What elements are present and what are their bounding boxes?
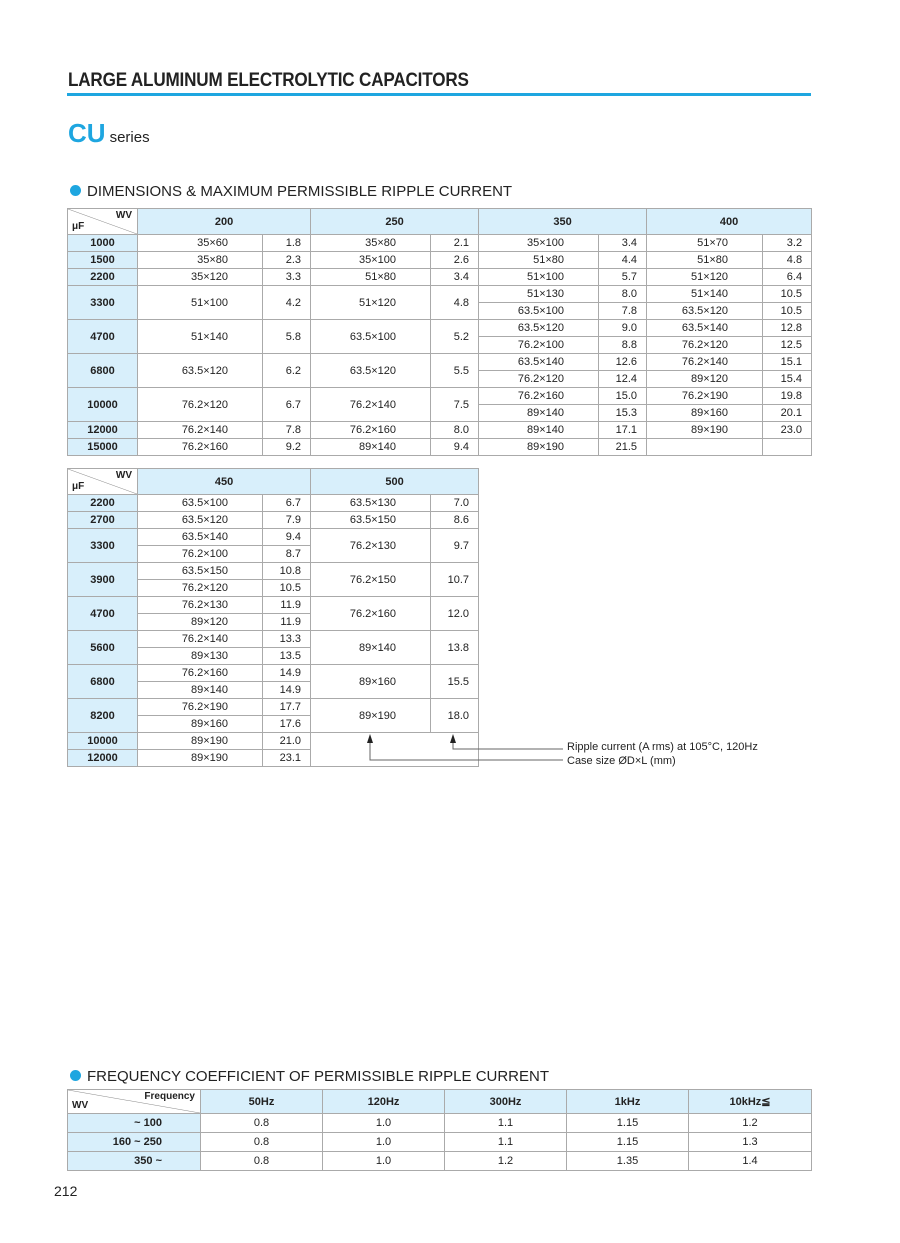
case-size-cell: 89×160 [138,716,263,733]
case-size-cell: 63.5×140 [479,354,599,371]
case-size-cell: 35×100 [311,252,431,269]
case-size-cell: 63.5×130 [311,495,431,512]
voltage-range-cell: 160 ~ 250 [68,1133,201,1152]
case-size-cell: 51×80 [311,269,431,286]
ripple-current-cell: 15.0 [599,388,647,405]
capacitance-cell: 1000 [68,235,138,252]
ripple-current-cell: 17.6 [263,716,311,733]
capacitance-cell: 2700 [68,512,138,529]
case-size-cell: 35×100 [479,235,599,252]
table-row [68,286,812,303]
ripple-current-cell: 10.7 [431,563,479,597]
frequency-coefficient-table [67,1089,812,1171]
voltage-range-cell: ~ 100 [68,1114,201,1133]
bullet-icon [70,1070,81,1081]
coefficient-cell: 1.2 [445,1152,567,1171]
case-size-cell [647,439,763,456]
ripple-current-cell: 15.5 [431,665,479,699]
case-size-cell: 76.2×130 [138,597,263,614]
table-row [68,529,479,546]
ripple-current-cell: 9.7 [431,529,479,563]
table-row [68,733,479,750]
case-size-cell: 63.5×120 [647,303,763,320]
ripple-current-cell: 13.3 [263,631,311,648]
capacitance-cell: 6800 [68,665,138,699]
table-row [68,320,812,337]
table-row [68,665,479,682]
ripple-current-cell [763,439,812,456]
case-size-cell: 89×140 [138,682,263,699]
case-size-cell: 76.2×140 [138,631,263,648]
capacitance-cell: 6800 [68,354,138,388]
case-size-cell: 89×190 [138,750,263,767]
ripple-current-cell: 8.0 [431,422,479,439]
case-size-cell: 51×70 [647,235,763,252]
ripple-current-cell: 17.7 [263,699,311,716]
ripple-current-cell: 8.8 [599,337,647,354]
table-row [68,512,479,529]
dimensions-table-1 [67,208,812,456]
ripple-current-cell: 7.8 [599,303,647,320]
ripple-current-cell: 3.3 [263,269,311,286]
ripple-current-cell: 4.8 [763,252,812,269]
ripple-current-cell: 5.7 [599,269,647,286]
ripple-current-cell: 8.7 [263,546,311,563]
case-size-cell: 76.2×100 [138,546,263,563]
coefficient-cell: 0.8 [201,1114,323,1133]
case-size-cell: 76.2×140 [647,354,763,371]
capacitance-label: μF [72,221,85,232]
ripple-current-cell: 13.8 [431,631,479,665]
coefficient-cell: 0.8 [201,1152,323,1171]
ripple-current-cell: 14.9 [263,682,311,699]
ripple-current-cell: 4.2 [263,286,311,320]
header-row [68,469,479,495]
ripple-current-cell: 11.9 [263,597,311,614]
case-size-cell: 63.5×120 [311,354,431,388]
ripple-current-cell: 2.1 [431,235,479,252]
ripple-current-cell: 9.0 [599,320,647,337]
ripple-current-cell: 8.6 [431,512,479,529]
capacitance-cell: 4700 [68,597,138,631]
case-size-cell: 89×140 [479,422,599,439]
case-size-cell: 76.2×160 [311,597,431,631]
case-size-cell: 89×140 [479,405,599,422]
table-row [68,422,812,439]
case-size-cell: 89×120 [647,371,763,388]
series-code: CU [68,118,106,148]
table-corner-header [68,469,138,495]
case-size-cell: 63.5×140 [647,320,763,337]
dimensions-table-2 [67,468,479,767]
ripple-current-cell: 10.5 [763,303,812,320]
page-title: LARGE ALUMINUM ELECTROLYTIC CAPACITORS [68,70,469,91]
header-row [68,1090,812,1114]
ripple-current-cell: 12.8 [763,320,812,337]
ripple-current-cell: 5.8 [263,320,311,354]
ripple-current-cell: 18.0 [431,699,479,733]
coefficient-cell: 1.15 [567,1133,689,1152]
case-size-cell: 89×120 [138,614,263,631]
ripple-current-cell: 15.3 [599,405,647,422]
ripple-current-cell: 3.4 [431,269,479,286]
table-row [68,252,812,269]
case-size-cell: 51×140 [138,320,263,354]
case-size-cell: 76.2×190 [138,699,263,716]
table-row [68,1133,812,1152]
coefficient-cell: 1.0 [323,1114,445,1133]
case-size-cell: 76.2×100 [479,337,599,354]
ripple-current-cell: 20.1 [763,405,812,422]
ripple-current-cell: 3.2 [763,235,812,252]
series-word: series [109,129,150,146]
ripple-current-cell: 17.1 [599,422,647,439]
table-corner-header [68,209,138,235]
section-dimensions-heading [70,183,512,200]
ripple-current-cell: 14.9 [263,665,311,682]
case-size-cell: 76.2×160 [479,388,599,405]
ripple-current-cell: 5.2 [431,320,479,354]
coefficient-cell: 1.15 [567,1114,689,1133]
case-size-cell: 89×190 [138,733,263,750]
case-size-cell: 89×190 [311,699,431,733]
case-size-cell: 63.5×100 [479,303,599,320]
ripple-current-cell: 4.8 [431,286,479,320]
table-row [68,495,479,512]
table-row [68,1114,812,1133]
title-rule [67,93,811,96]
wv-label: WV [72,1100,89,1111]
case-size-cell: 76.2×120 [138,580,263,597]
ripple-current-cell: 7.5 [431,388,479,422]
capacitance-cell: 8200 [68,699,138,733]
case-size-cell: 51×80 [479,252,599,269]
section-title: FREQUENCY COEFFICIENT OF PERMISSIBLE RIPPLE CURRENT [87,1068,550,1085]
table-row [68,563,479,580]
frequency-header: 1kHz [567,1090,689,1114]
case-size-cell: 35×60 [138,235,263,252]
ripple-current-cell: 6.7 [263,388,311,422]
case-size-cell: 51×140 [647,286,763,303]
case-size-cell: 51×80 [647,252,763,269]
case-size-cell: 63.5×100 [311,320,431,354]
frequency-header: 120Hz [323,1090,445,1114]
case-size-cell: 63.5×140 [138,529,263,546]
table-row [68,439,812,456]
ripple-current-cell: 23.0 [763,422,812,439]
ripple-current-cell: 9.2 [263,439,311,456]
ripple-current-cell: 11.9 [263,614,311,631]
ripple-current-cell: 8.0 [599,286,647,303]
ripple-current-cell: 7.9 [263,512,311,529]
table-row [68,1152,812,1171]
voltage-range-cell: 350 ~ [68,1152,201,1171]
capacitance-cell: 2200 [68,269,138,286]
voltage-header: 250 [311,209,479,235]
capacitance-cell: 3900 [68,563,138,597]
coefficient-cell: 0.8 [201,1133,323,1152]
ripple-current-cell: 1.8 [263,235,311,252]
ripple-current-cell: 3.4 [599,235,647,252]
voltage-header: 400 [647,209,812,235]
coefficient-cell: 1.3 [689,1133,812,1152]
ripple-current-cell: 10.8 [263,563,311,580]
table-row [68,388,812,405]
case-size-cell: 89×160 [647,405,763,422]
case-size-cell: 63.5×150 [138,563,263,580]
coefficient-cell: 1.1 [445,1114,567,1133]
ripple-current-cell: 6.2 [263,354,311,388]
ripple-current-cell: 21.0 [263,733,311,750]
case-size-cell: 35×80 [311,235,431,252]
case-size-cell: 51×120 [311,286,431,320]
table-row [68,354,812,371]
frequency-header: 300Hz [445,1090,567,1114]
ripple-current-cell: 15.1 [763,354,812,371]
ripple-current-cell: 12.4 [599,371,647,388]
wv-label: WV [115,470,132,481]
capacitance-cell: 3300 [68,529,138,563]
case-size-cell: 89×130 [138,648,263,665]
coefficient-cell: 1.35 [567,1152,689,1171]
ripple-current-cell: 13.5 [263,648,311,665]
case-size-cell: 76.2×140 [138,422,263,439]
bullet-icon [70,185,81,196]
ripple-current-cell: 4.4 [599,252,647,269]
case-size-cell: 76.2×150 [311,563,431,597]
capacitance-cell: 5600 [68,631,138,665]
ripple-current-cell: 2.6 [431,252,479,269]
ripple-current-cell: 21.5 [599,439,647,456]
case-size-cell: 35×120 [138,269,263,286]
voltage-header: 350 [479,209,647,235]
page-number: 212 [54,1183,78,1199]
frequency-label: Frequency [144,1091,195,1102]
ripple-current-cell: 6.7 [263,495,311,512]
section-title: DIMENSIONS & MAXIMUM PERMISSIBLE RIPPLE CURRENT [87,183,513,200]
table-corner-header [68,1090,201,1114]
case-size-cell: 76.2×120 [479,371,599,388]
ripple-current-cell: 5.5 [431,354,479,388]
capacitance-cell: 1500 [68,252,138,269]
ripple-current-cell: 9.4 [263,529,311,546]
series-heading [68,118,150,149]
legend-case-size: Case size ØD×L (mm) [567,755,676,767]
ripple-current-cell: 12.0 [431,597,479,631]
ripple-current-cell: 7.0 [431,495,479,512]
case-size-cell: 76.2×160 [311,422,431,439]
case-size-cell: 76.2×160 [138,665,263,682]
table-row [68,597,479,614]
capacitance-cell: 12000 [68,422,138,439]
capacitance-label: μF [72,481,85,492]
coefficient-cell: 1.0 [323,1133,445,1152]
capacitance-cell: 10000 [68,388,138,422]
capacitance-cell: 12000 [68,750,138,767]
table-row [68,699,479,716]
section-frequency-heading [70,1068,549,1085]
wv-label: WV [115,210,132,221]
case-size-cell: 76.2×120 [138,388,263,422]
table-row [68,269,812,286]
ripple-current-cell: 19.8 [763,388,812,405]
capacitance-cell: 2200 [68,495,138,512]
capacitance-cell: 15000 [68,439,138,456]
case-size-cell: 63.5×120 [479,320,599,337]
ripple-current-cell: 9.4 [431,439,479,456]
header-row [68,209,812,235]
voltage-header: 500 [311,469,479,495]
ripple-current-cell: 12.6 [599,354,647,371]
case-size-cell: 89×190 [647,422,763,439]
coefficient-cell: 1.4 [689,1152,812,1171]
case-size-cell: 76.2×140 [311,388,431,422]
ripple-current-cell: 6.4 [763,269,812,286]
table-row [68,235,812,252]
case-size-cell: 76.2×130 [311,529,431,563]
case-size-cell: 51×100 [479,269,599,286]
legend-pointer-cell [311,733,479,767]
case-size-cell: 51×100 [138,286,263,320]
case-size-cell: 76.2×120 [647,337,763,354]
ripple-current-cell: 7.8 [263,422,311,439]
case-size-cell: 89×140 [311,439,431,456]
case-size-cell: 51×120 [647,269,763,286]
ripple-current-cell: 15.4 [763,371,812,388]
case-size-cell: 63.5×120 [138,512,263,529]
coefficient-cell: 1.0 [323,1152,445,1171]
case-size-cell: 89×190 [479,439,599,456]
case-size-cell: 35×80 [138,252,263,269]
ripple-current-cell: 10.5 [763,286,812,303]
capacitance-cell: 4700 [68,320,138,354]
case-size-cell: 76.2×160 [138,439,263,456]
capacitance-cell: 10000 [68,733,138,750]
coefficient-cell: 1.1 [445,1133,567,1152]
ripple-current-cell: 10.5 [263,580,311,597]
case-size-cell: 76.2×190 [647,388,763,405]
case-size-cell: 63.5×120 [138,354,263,388]
coefficient-cell: 1.2 [689,1114,812,1133]
ripple-current-cell: 12.5 [763,337,812,354]
voltage-header: 450 [138,469,311,495]
case-size-cell: 89×140 [311,631,431,665]
case-size-cell: 89×160 [311,665,431,699]
ripple-current-cell: 2.3 [263,252,311,269]
frequency-header: 10kHz≦ [689,1090,812,1114]
legend-ripple: Ripple current (A rms) at 105°C, 120Hz [567,741,758,753]
table-row [68,631,479,648]
ripple-current-cell: 23.1 [263,750,311,767]
case-size-cell: 51×130 [479,286,599,303]
capacitance-cell: 3300 [68,286,138,320]
frequency-header: 50Hz [201,1090,323,1114]
case-size-cell: 63.5×150 [311,512,431,529]
voltage-header: 200 [138,209,311,235]
case-size-cell: 63.5×100 [138,495,263,512]
